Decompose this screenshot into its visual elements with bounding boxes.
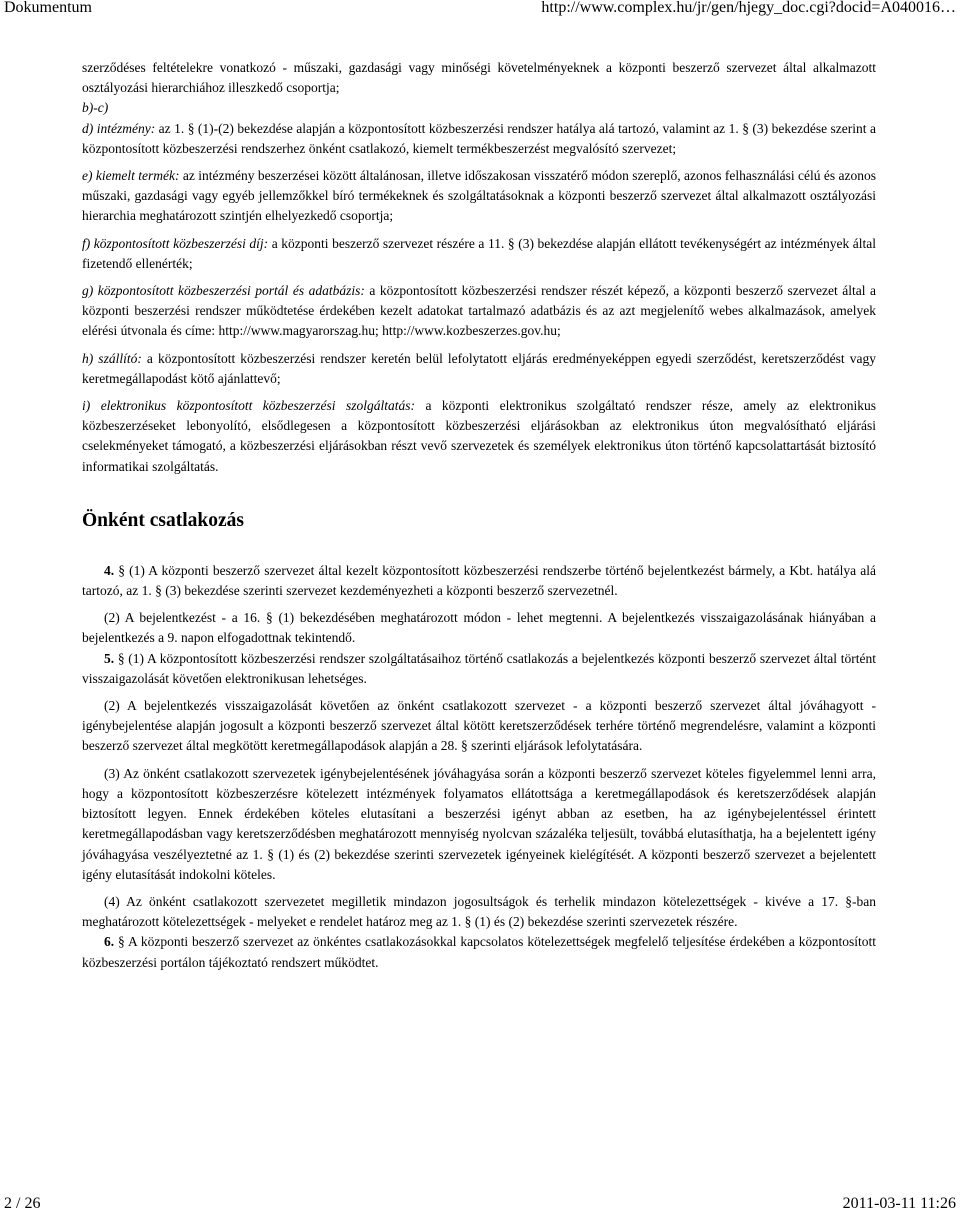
definition-g: g) központosított közbeszerzési portál és adatbázis: a központosított közbeszerzési rendszer részét képező, a központi beszerző szervezet által a központi beszerzési rendszer működtetése érdekében kezelt adatokat tartalmazó adatbázis és az azt megjelenítő webes alkalmazások, amelyek elérési útvonala és címe: http://www.magyarorszag.hu; http://www.kozbeszerzes.gov.hu; <box>82 283 876 339</box>
term: f) központosított közbeszerzési díj: <box>82 235 269 251</box>
section-5-1: 5. § (1) A központosított közbeszerzési rendszer szolgáltatásaihoz történő csatlakozás a bejelentkezés központi beszerző szervezet által történt visszaigazolását követően elektronikusan lehetséges. <box>82 650 876 686</box>
section-title: Önként csatlakozás <box>82 509 244 531</box>
term: d) intézmény: <box>82 120 156 136</box>
section-4-2: (2) A bejelentkezést - a 16. § (1) bekezdésében meghatározott módon - lehet megtenni. A bejelentkezés visszaigazolásának hiányában a bejelentkezés a 9. napon elfogadottnak tekintendő. <box>82 610 876 646</box>
definition-e: e) kiemelt termék: az intézmény beszerzései között általánosan, illetve időszakosan visszatérő módon szereplő, azonos felhasználási célú és azonos műszaki, gazdasági vagy egyéb jellemzőkkel bíró termékeknek és szolgáltatásoknak a központi beszerző szervezet által alkalmazott osztályozási hierarchia meghatározott szintjén elhelyezkedő csoportja; <box>82 168 876 224</box>
definition-h: h) szállító: a központosított közbeszerzési rendszer keretén belül lefolytatott eljárás eredményeképpen egyedi szerződést, keretszerződést vagy keretmegállapodást kötő ajánlattevő; <box>82 350 876 386</box>
header-url[interactable]: http://www.complex.hu/jr/gen/hjegy_doc.cgi?docid=A040016… <box>541 0 956 16</box>
paragraph <box>82 98 876 118</box>
page-header <box>0 0 960 20</box>
section-5-3: (3) Az önként csatlakozott szervezetek igénybejelentésének jóváhagyása során a központi beszerző szervezet köteles figyelemmel lenni arra, hogy a központosított közbeszerzésre kötelezett intézmények folyamatos ellátottsága a keretmegállapodások és keretszerződések alapján biztosított legyen. Ennek érdekében köteles elutasítani a beszerzési igényt abban az esetben, ha az igénybejelentéssel érintett keretmegállapodásban vagy keretszerződésben meghatározott mennyiség nyolcvan százaléka teljesült, továbbá elutasíthatja, ha a bejelentett igény jóváhagyása veszélyeztetné az 1. § (1) és (2) bekezdése szerinti szervezetek igényeinek kielégítését. A központi beszerző szervezet a bejelentett igény elutasítását indokolni köteles. <box>82 765 876 882</box>
document-body <box>82 58 876 973</box>
section-4-1: 4. § (1) A központi beszerző szervezet által kezelt központosított közbeszerzési rendszerbe történő bejelentkezést bármely, a Kbt. hatálya alá tartozó, az 1. § (3) bekezdése szerinti szervezet kezdeményezheti a központi beszerző szervezetnél. <box>82 562 876 599</box>
definition-f: f) központosított közbeszerzési díj: a központi beszerző szervezet részére a 11. § (3) bekezdése alapján ellátott tevékenységért az intézmények által fizetendő ellenérték; <box>82 235 876 271</box>
section-number: 5. <box>104 650 115 666</box>
term: e) kiemelt termék: <box>82 168 180 184</box>
page-number: 2 / 26 <box>4 1195 41 1212</box>
term: b)-c) <box>82 100 109 116</box>
term: g) központosított közbeszerzési portál és adatbázis: <box>82 283 365 299</box>
section-number: 6. <box>104 934 115 950</box>
paragraph: szerződéses feltételekre vonatkozó - műszaki, gazdasági vagy minőségi követelményeknek a központi beszerző szervezet által alkalmazott osztályozási hierarchiához illeszkedő csoportja; <box>82 60 876 96</box>
section-5-2: (2) A bejelentkezés visszaigazolását követően az önként csatlakozott szervezet - a központi beszerző szervezet által jóváhagyott - igénybejelentése alapján jogosult a központi beszerző szervezet által kötött keretszerződések terhére történő megrendelésre, valamint a központi beszerző szervezet által megkötött keretmegállapodások alapján a 28. § szerinti eljárások lefolytatására. <box>82 698 876 754</box>
definition-i: i) elektronikus központosított közbeszerzési szolgáltatás: a központi elektronikus szolgáltató rendszer része, amely az elektronikus közbeszerzéseket lebonyolító, elsődlegesen a központosított közbeszerzési eljárásokban az elektronikus úton megvalósítható eljárási cselekményeket támogató, a közbeszerzési eljárásokban részt vevő szervezetek és személyek elektronikus úton történő kapcsolattartását biztosító informatikai szolgáltatás. <box>82 398 876 474</box>
definition-d: d) intézmény: az 1. § (1)-(2) bekezdése alapján a központosított közbeszerzési rendszer hatálya alá tartozó, valamint az 1. § (3) bekezdése szerint a központosított közbeszerzési rendszerhez önként csatlakozó, kiemelt termékbeszerzést megvalósító szervezet; <box>82 120 876 156</box>
header-title: Dokumentum <box>4 0 92 16</box>
term: h) szállító: <box>82 350 142 366</box>
term: i) elektronikus központosított közbeszerzési szolgáltatás: <box>82 398 416 414</box>
page-footer <box>0 1194 960 1214</box>
section-6: 6. § A központi beszerző szervezet az önkéntes csatlakozásokkal kapcsolatos kötelezettségek megfelelő teljesítése érdekében a központosított közbeszerzési portálon tájékoztató rendszert működtet. <box>82 934 876 970</box>
section-5-4: (4) Az önként csatlakozott szervezetet megilletik mindazon jogosultságok és terhelik mindazon kötelezettségek - kivéve a 17. §-ban meghatározott kötelezettségek - melyeket e rendelet határoz meg az 1. § (1) és (2) bekezdése szerinti szervezetek részére. <box>82 893 876 930</box>
section-number: 4. <box>104 562 115 578</box>
timestamp: 2011-03-11 11:26 <box>842 1195 956 1212</box>
